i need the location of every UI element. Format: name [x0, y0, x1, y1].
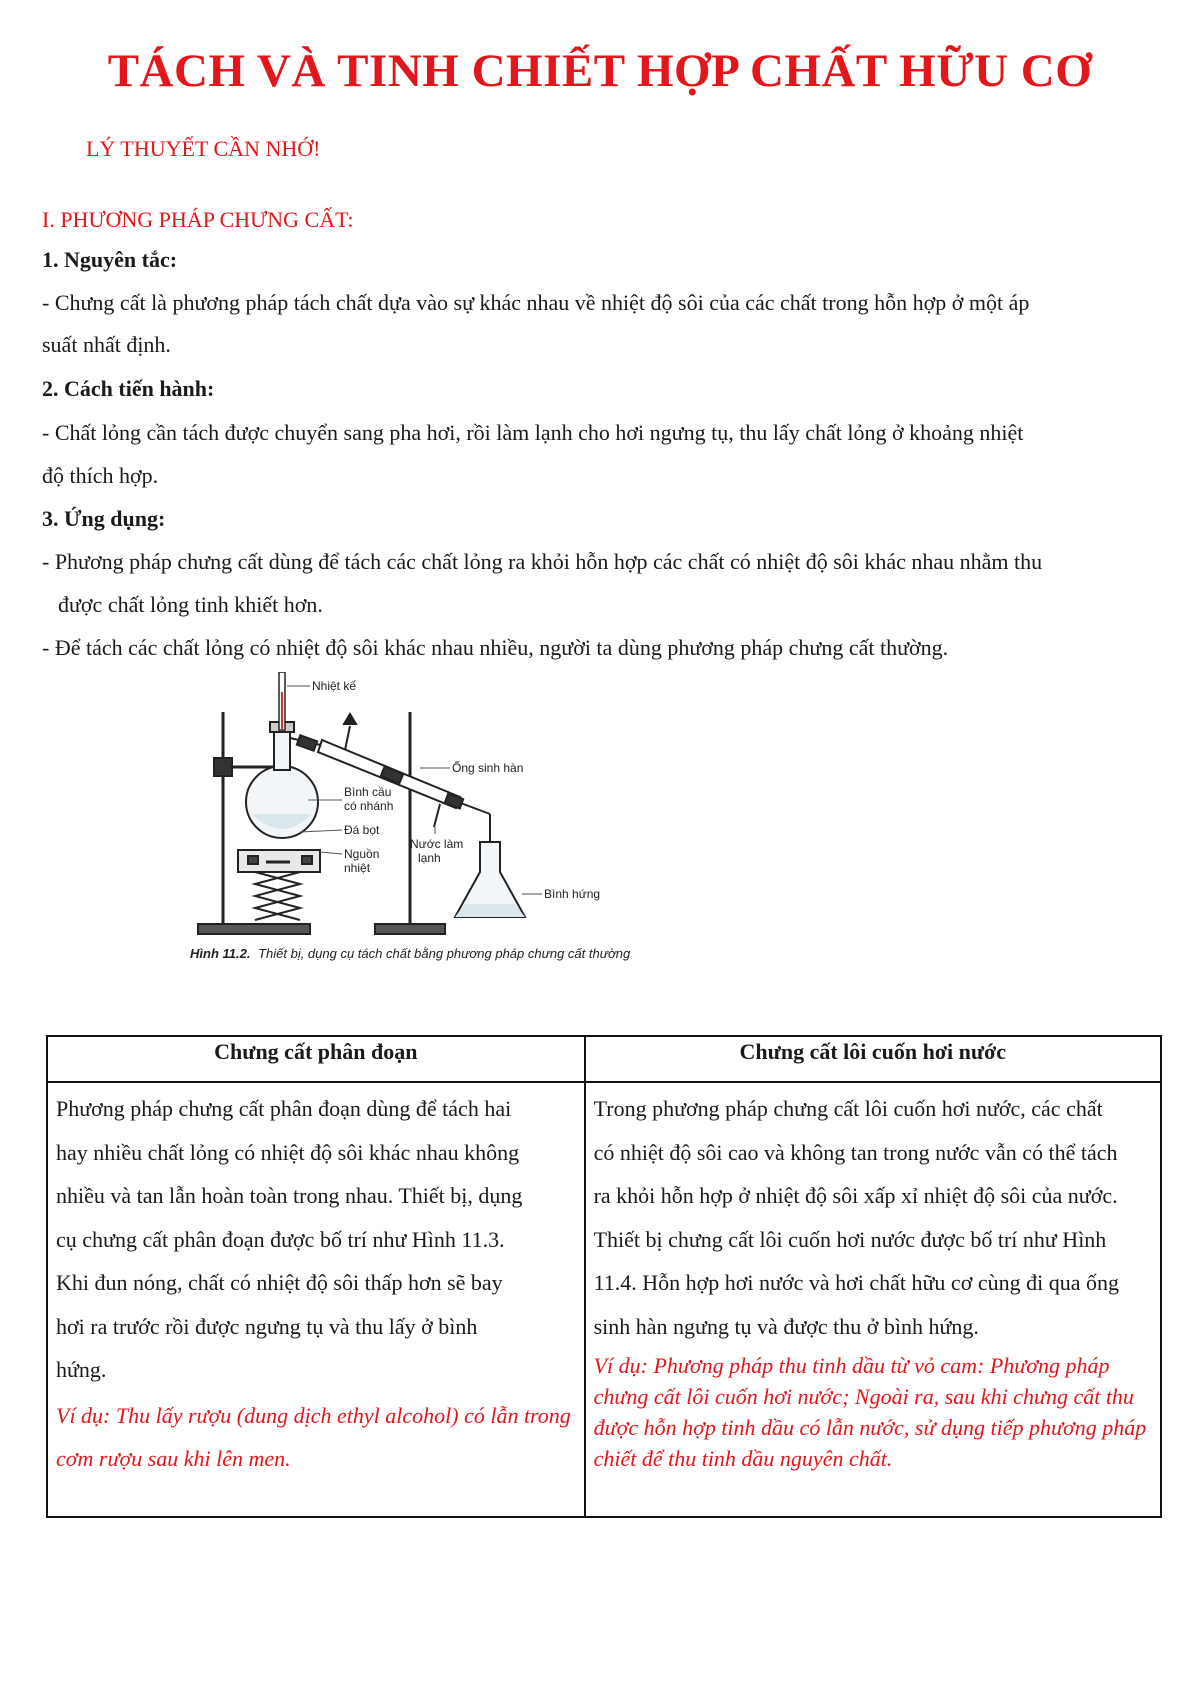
- procedure-text-line2: độ thích hợp.: [42, 463, 159, 488]
- label-flask-line1: Bình cầu: [344, 785, 392, 799]
- label-boiling-chips: Đá bọt: [344, 823, 380, 837]
- fractional-line: Phương pháp chưng cất phân đoạn dùng để tách hai: [56, 1096, 512, 1121]
- procedure-text-line1: - Chất lỏng cần tách được chuyển sang pha hơi, rồi làm lạnh cho hơi ngưng tụ, thu lấy chất lỏng ở khoảng nhiệt: [42, 420, 1024, 445]
- principle-text-line2: suất nhất định.: [42, 332, 171, 357]
- application-heading: 3. Ứng dụng:: [42, 506, 166, 531]
- procedure-heading: 2. Cách tiến hành:: [42, 376, 215, 401]
- thermometer: [279, 672, 285, 730]
- label-heat-source-line2: nhiệt: [344, 861, 371, 875]
- page-title: TÁCH VÀ TINH CHIẾT HỢP CHẤT HỮU CƠ: [107, 45, 1093, 97]
- label-thermometer: Nhiệt kế: [312, 679, 357, 693]
- steam-example: Ví dụ: Phương pháp thu tinh dầu từ vỏ cam: Phương pháp chưng cất lôi cuốn hơi nước; Ngoài ra, sau khi chưng cất thu được hỗn hợp tinh dầu có lẫn nước, sử dụng tiếp phương pháp chiết để thu tinh dầu nguyên chất.: [593, 1353, 1147, 1471]
- fractional-example: Ví dụ: Thu lấy rượu (dung dịch ethyl alcohol) có lẫn trong cơm rượu sau khi lên men.: [56, 1402, 571, 1471]
- label-heat-source-line1: Nguồn: [344, 847, 380, 861]
- figure-caption: Thiết bị, dụng cụ tách chất bằng phương pháp chưng cất thường: [258, 946, 631, 961]
- steam-line: sinh hàn ngưng tụ và được thu ở bình hứng.: [593, 1313, 979, 1339]
- application-item2: - Để tách các chất lỏng có nhiệt độ sôi khác nhau nhiều, người ta dùng phương pháp chưng cất thường.: [42, 635, 949, 660]
- lab-jack-heater: [238, 850, 320, 920]
- label-cooling-water-line1: Nước làm: [410, 837, 464, 851]
- fractional-line: hứng.: [56, 1357, 107, 1382]
- receiving-flask: [455, 842, 525, 917]
- principle-heading: 1. Nguyên tắc:: [42, 247, 178, 272]
- steam-line: 11.4. Hỗn hợp hơi nước và hơi chất hữu cơ cùng đi qua ống: [593, 1270, 1119, 1295]
- steam-line: Thiết bị chưng cất lôi cuốn hơi nước được bố trí như Hình: [593, 1226, 1107, 1252]
- distillation-comparison-table: [46, 1035, 1162, 1518]
- label-receiver: Bình hứng: [544, 887, 601, 901]
- fractional-line: hay nhiều chất lỏng có nhiệt độ sôi khác nhau không: [56, 1139, 520, 1165]
- label-condenser: Ống sinh hàn: [452, 761, 524, 775]
- label-flask-line2: có nhánh: [344, 799, 394, 813]
- principle-text-line1: - Chưng cất là phương pháp tách chất dựa vào sự khác nhau về nhiệt độ sôi của các chất trong hỗn hợp ở một áp: [42, 290, 1030, 315]
- svg-text:Hình 11.2. Thiết bị, dụng: [190, 946, 631, 961]
- fractional-line: Khi đun nóng, chất có nhiệt độ sôi thấp hơn sẽ bay: [56, 1270, 503, 1295]
- fractional-line: hơi ra trước rồi được ngưng tụ và thu lấy ở bình: [56, 1313, 478, 1339]
- application-item1-line1: - Phương pháp chưng cất dùng để tách các chất lỏng ra khỏi hỗn hợp các chất có nhiệt độ sôi khác nhau nhằm thu: [42, 549, 1043, 574]
- header-fractional-distillation: Chưng cất phân đoạn: [47, 1036, 585, 1082]
- cell-fractional-distillation: [47, 1082, 585, 1517]
- condenser-tube: [290, 714, 490, 842]
- distillation-apparatus-figure: [190, 672, 640, 992]
- steam-line: có nhiệt độ sôi cao và không tan trong nước vẫn có thể tách: [593, 1139, 1118, 1165]
- label-cooling-water-line2: lạnh: [418, 851, 441, 865]
- application-item1-line2: được chất lỏng tinh khiết hơn.: [58, 592, 323, 617]
- fractional-line: cụ chưng cất phân đoạn được bố trí như Hình 11.3.: [56, 1226, 505, 1252]
- figure-caption-prefix: Hình 11.2.: [190, 946, 251, 961]
- steam-line: ra khỏi hỗn hợp ở nhiệt độ sôi xấp xỉ nhiệt độ sôi của nước.: [593, 1183, 1118, 1208]
- cell-steam-distillation: [585, 1082, 1161, 1517]
- fractional-line: nhiều và tan lẫn hoàn toàn trong nhau. Thiết bị, dụng: [56, 1183, 523, 1208]
- section-heading-distillation: I. PHƯƠNG PHÁP CHƯNG CẤT:: [42, 207, 354, 232]
- header-steam-distillation: Chưng cất lôi cuốn hơi nước: [585, 1036, 1161, 1082]
- steam-line: Trong phương pháp chưng cất lôi cuốn hơi nước, các chất: [593, 1096, 1103, 1121]
- table-row: [47, 1082, 1161, 1517]
- table-header-row: [47, 1036, 1161, 1082]
- subtitle: LÝ THUYẾT CẦN NHỚ!: [86, 136, 321, 161]
